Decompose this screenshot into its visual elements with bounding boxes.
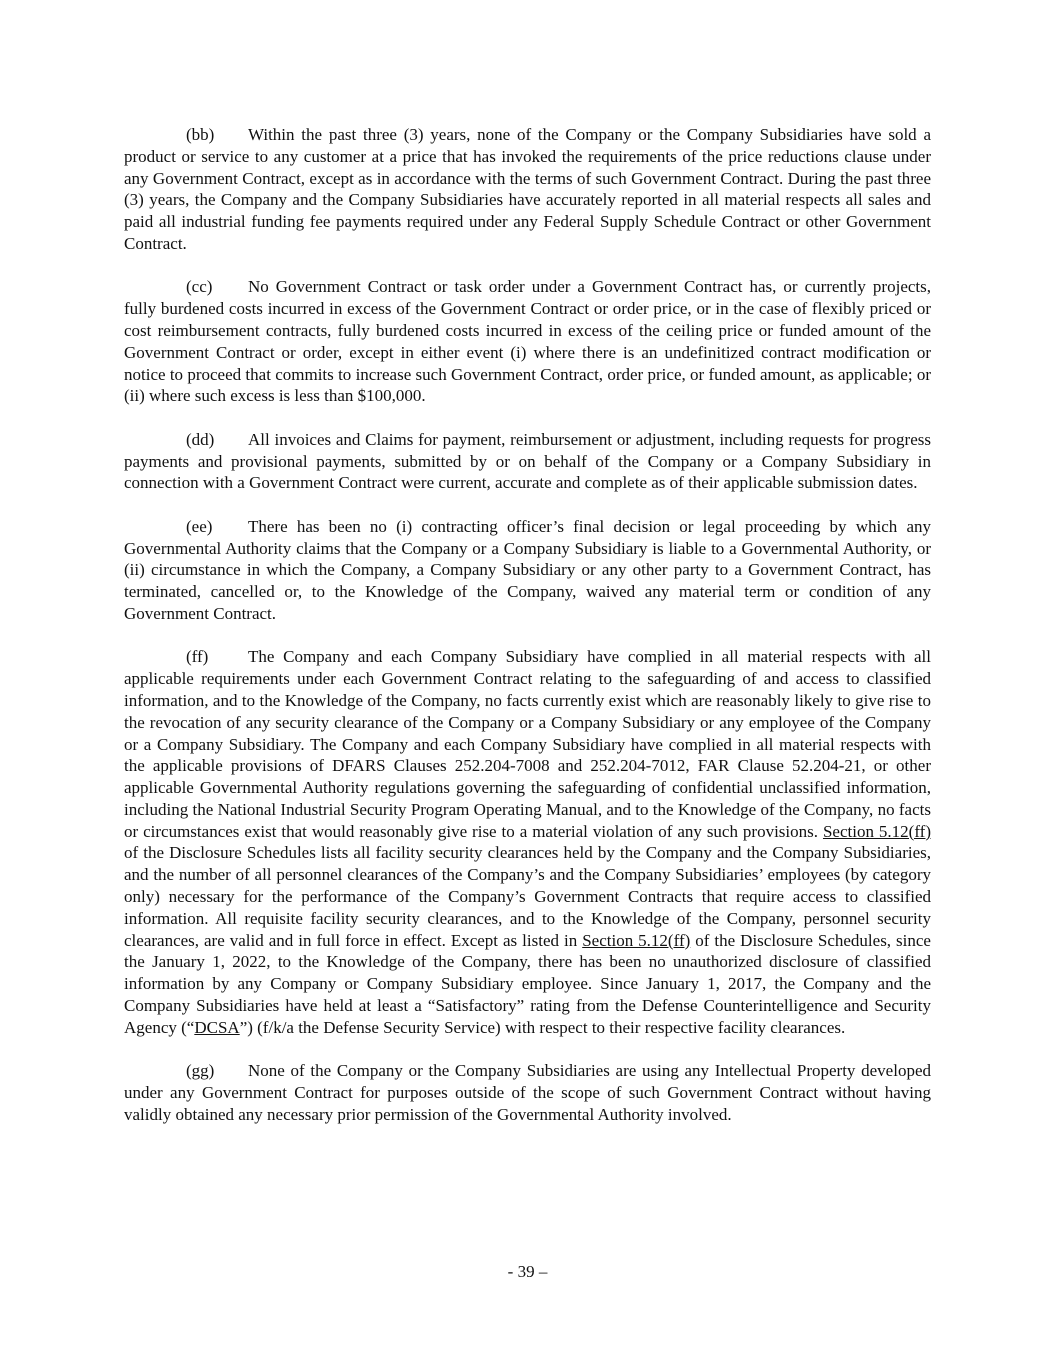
page-number: - 39 – xyxy=(507,1262,548,1281)
paragraph-text-part-1: The Company and each Company Subsidiary have complied in all material respects with all applicable requirements under each Government Contract relating to the safeguarding of and access to classified information, and to the Knowledge of the Company, no facts currently exist which are reasonably likely to give rise to the revocation of any security clearance of the Company or a Company Subsidiary or any employee of the Company or a Company Subsidiary. The Company and each Company Subsidiary have complied in all material respects with the applicable provisions of DFARS Clauses 252.204-7008 and 252.204-7012, FAR Clause 52.204-21, or other applicable Governmental Authority regulations governing the safeguarding of confidential unclassified information, including the National Industrial Security Program Operating Manual, and to the Knowledge of the Company, no facts or circumstances exist that would reasonably give rise to a material violation of any such provisions. xyxy=(124,647,931,841)
paragraph-ee xyxy=(124,516,931,625)
paragraph-bb xyxy=(124,124,931,255)
paragraph-number: (cc) xyxy=(186,277,213,297)
paragraph-text: None of the Company or the Company Subsidiaries are using any Intellectual Property developed under any Government Contract for purposes outside of the scope of such Government Contract without having validly obtained any necessary prior permission of the Governmental Authority involved. xyxy=(124,1061,931,1124)
paragraph-text: All invoices and Claims for payment, reimbursement or adjustment, including requests for progress payments and provisional payments, submitted by or on behalf of the Company or a Company Subsidiary in connection with a Government Contract were current, accurate and complete as of their applicable submission dates. xyxy=(124,429,931,493)
section-reference: Section 5.12(ff) xyxy=(822,821,931,841)
paragraph-text: No Government Contract or task order under a Government Contract has, or currently projects, fully burdened costs incurred in excess of the Government Contract or order price, or in the case of flexibly priced or cost reimbursement contracts, fully burdened costs incurred in excess of the ceiling price or funded amount of the Government Contract or order, except in either event (i) where there is an undefinitized contract modification or notice to proceed that commits to increase such Government Contract, order price, or funded amount, as applicable; or (ii) where such excess is less than $100,000. xyxy=(124,277,931,406)
paragraph-ff xyxy=(124,646,931,1038)
paragraph-cc xyxy=(124,276,931,407)
paragraph-number: (bb) xyxy=(186,125,215,144)
paragraph-number: (ee) xyxy=(186,516,213,536)
defined-term: DCSA xyxy=(194,1017,240,1037)
document-page xyxy=(124,124,931,1147)
paragraph-text: There has been no (i) contracting officer’s final decision or legal proceeding by which any Governmental Authority claims that the Company or a Company Subsidiary is liable to a Governmental Authority, or (ii) circumstance in which the Company, a Company Subsidiary or any other party to a Government Contract, has terminated, cancelled or, to the Knowledge of the Company, waived any material term or condition of any Government Contract. xyxy=(124,516,931,623)
paragraph-text-part-4: ”) (f/k/a the Defense Security Service) with respect to their respective facility clearances. xyxy=(239,1017,846,1037)
paragraph-dd xyxy=(124,429,931,494)
paragraph-text-part-3: of the Disclosure Schedules, since the January 1, 2022, to the Knowledge of the Company, there has been no unauthorized disclosure of classified information by any Company or Company Subsidiary employee. Since January 1, 2017, the Company and the Company Subsidiaries have held at least a “Satisfactory” rating from the Defense Counterintelligence and Security Agency (“ xyxy=(124,930,931,1037)
paragraph-text: Within the past three (3) years, none of the Company or the Company Subsidiaries have sold a product or service to any customer at a price that has invoked the requirements of the price reductions clause under any Government Contract, except as in accordance with the terms of such Government Contract. During the past three (3) years, the Company and the Company Subsidiaries have accurately reported in all material respects all sales and paid all industrial funding fee payments required under any Federal Supply Schedule Contract or other Government Contract. xyxy=(124,125,931,253)
section-reference: Section 5.12(ff) xyxy=(582,930,691,950)
paragraph-text-part-2: of the Disclosure Schedules lists all facility security clearances held by the Company and the Company Subsidiaries, and the number of all personnel clearances of the Company’s and the Company Subsidiaries’ employees (by category only) necessary for the performance of the Company’s Government Contracts that require access to classified information. All requisite facility security clearances, and to the Knowledge of the Company, personnel security clearances, are valid and in full force in effect. Except as listed in xyxy=(124,843,931,950)
paragraph-number: (gg) xyxy=(186,1061,215,1081)
paragraph-gg xyxy=(124,1060,931,1125)
paragraph-number: (dd) xyxy=(186,429,215,449)
paragraph-number: (ff) xyxy=(186,647,209,667)
